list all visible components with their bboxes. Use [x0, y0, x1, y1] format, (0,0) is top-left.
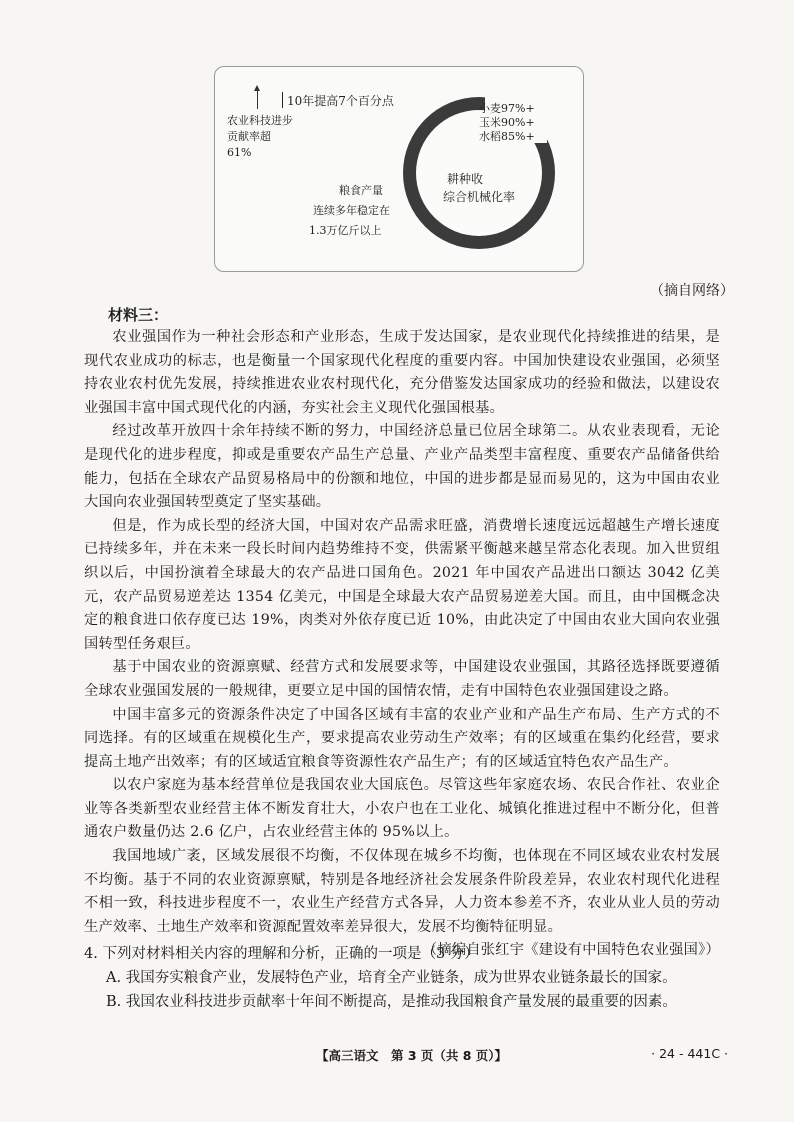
- crop-corn-rate: 玉米90%+: [479, 116, 535, 129]
- material-attribution: （摘编自张红宇《建设有中国特色农业强国》）: [422, 942, 720, 959]
- exam-code: · 24 - 441C ·: [651, 1046, 728, 1061]
- arrow-up-icon: [257, 87, 258, 109]
- crop-wheat-rate: 小麦97%+: [479, 102, 535, 115]
- option-b: B. 我国农业科技进步贡献率十年间不断提高，是推动我国粮食产量发展的最重要的因素。: [106, 994, 677, 1010]
- figure-source-note: （摘自网络）: [650, 283, 734, 299]
- material-three-body: [84, 326, 720, 963]
- tech-contribution-line2: 贡献率超: [227, 130, 271, 143]
- paragraph: 我国地域广袤，区域发展很不均衡，不仅体现在城乡不均衡，也体现在不同区域农业农村发展不均衡。基于不同的农业资源禀赋，特别是各地经济社会发展条件阶段差异，农业农村现代化进程不相一致，科技进步程度不一，农业生产经营方式各异，人力资本参差不齐，农业从业人员的劳动生产效率、土地生产效率和资源配置效率差异很大，发展不均衡特征明显。: [84, 848, 720, 935]
- question-4: [84, 942, 734, 1014]
- option-a: A. 我国夯实粮食产业，发展特色产业，培育全产业链条，成为世界农业链条最长的国家。: [106, 970, 677, 986]
- crop-rice-rate: 水稻85%+: [479, 130, 535, 143]
- mechanization-label-line1: 耕种收: [447, 172, 484, 186]
- paragraph: 基于中国农业的资源禀赋、经营方式和发展要求等，中国建设农业强国，其路径选择既要遵循全球农业强国发展的一般规律，更要立足中国的国情农情，走有中国特色农业强国建设之路。: [84, 659, 720, 699]
- paragraph: 农业强国作为一种社会形态和产业形态，生成于发达国家，是农业现代化持续推进的结果，是现代农业成功的标志，也是衡量一个国家现代化程度的重要内容。中国加快建设农业强国，必须坚持农业农村优先发展，持续推进农业农村现代化，充分借鉴发达国家成功的经验和做法，以建设农业强国丰富中国式现代化的内涵，夯实社会主义现代化强国根基。: [84, 329, 720, 416]
- label-divider: [282, 92, 283, 108]
- tech-contribution-line1: 农业科技进步: [227, 114, 293, 127]
- grain-output-line3: 1.3万亿斤以上: [309, 224, 382, 237]
- grain-output-line2: 连续多年稳定在: [313, 204, 390, 217]
- grain-output-line1: 粮食产量: [339, 184, 383, 197]
- paragraph: 经过改革开放四十余年持续不断的努力，中国经济总量已位居全球第二。从农业表现看，无论是现代化的进步程度，抑或是重要农产品生产总量、产业产品类型丰富程度、重要农产品储备供给能力，包括在全球农产品贸易格局中的份额和地位，中国的进步都是显而易见的，这为中国由农业大国向农业强国转型奠定了坚实基础。: [84, 423, 720, 511]
- section-heading: 材料三：: [108, 306, 169, 324]
- agriculture-infographic: [214, 66, 584, 272]
- tech-contribution-value: 61%: [227, 146, 252, 159]
- paragraph: 中国丰富多元的资源条件决定了中国各区域有丰富的农业产业和产品生产布局、生产方式的不同选择。有的区域重在规模化生产，要求提高农业劳动生产效率；有的区域重在集约化经营，要求提高土地产出效率；有的区域适宜粮食等资源性农产品生产；有的区域适宜特色农产品生产。: [84, 706, 720, 770]
- question-stem: 4. 下列对材料相关内容的理解和分析，正确的一项是（3 分）: [84, 946, 479, 962]
- tech-increase-label: 10年提高7个百分点: [287, 94, 394, 108]
- paragraph: 以农户家庭为基本经营单位是我国农业大国底色。尽管这些年家庭农场、农民合作社、农业企业等各类新型农业经营主体不断发育壮大，小农户也在工业化、城镇化推进过程中不断分化，但普通农户数量仍达 2.6 亿户，占农业经营主体的 95%以上。: [84, 777, 720, 841]
- page-number-label: 【高三语文 第 3 页（共 8 页）】: [316, 1048, 508, 1063]
- page-footer: [0, 1046, 794, 1066]
- mechanization-label-line2: 综合机械化率: [443, 190, 516, 204]
- paragraph: 但是，作为成长型的经济大国，中国对农产品需求旺盛，消费增长速度远远超越生产增长速度已持续多年，并在未来一段长时间内趋势维持不变，供需紧平衡越来越呈常态化表现。加入世贸组织以后，中国扮演着全球最大的农产品进口国角色。2021 年中国农产品进出口额达 3042 亿美元，农产品贸易逆差达 1354 亿美元，中国是全球最大农产品贸易逆差大国。而且，由中国概念决定的粮食进口依存度已达 19%，肉类对外依存度已近 10%，由此决定了中国由农业大国向农业强国转型任务艰巨。: [84, 517, 720, 652]
